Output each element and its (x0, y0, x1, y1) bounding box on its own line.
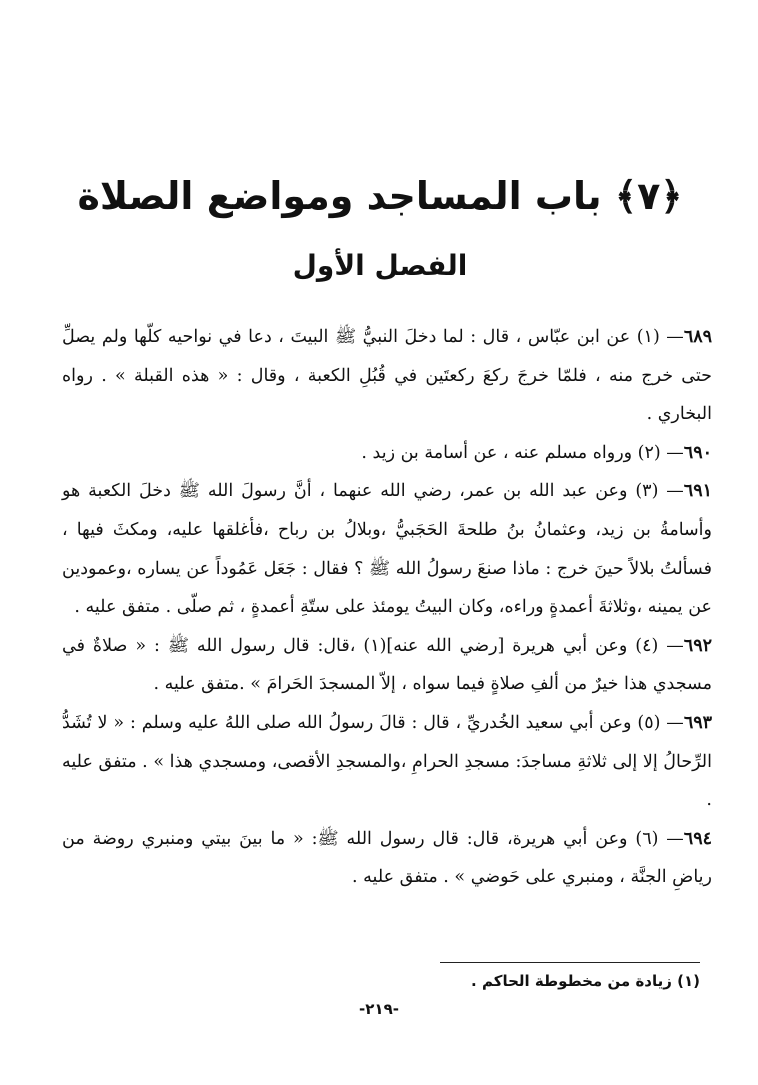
hadith-number: ٦٨٩ (683, 327, 713, 347)
chapter-title: ﴿٧﴾ باب المساجد ومواضع الصلاة (77, 174, 683, 218)
hadith-number: ٦٩٢ (683, 635, 712, 656)
hadith-text: — (١) عن ابن عبّاس ، قال : لما دخلَ النبيُّ ﷺ البيتَ ، دعا في نواحيه كلّها ولم يصلِّ حتى خرج منه ، فلمّا خرجَ ركعَ ركعتَين في قُبُلِ الكعبة ، وقال : « هذه القبلة » . رواه البخاري . (62, 327, 712, 425)
hadith-693 (62, 704, 712, 820)
footnote-divider (440, 962, 700, 963)
hadith-list (62, 318, 712, 897)
hadith-number: ٦٩٣ (683, 712, 713, 733)
section-title: الفصل الأول (292, 249, 468, 282)
page-number: -٢١٩- (359, 1000, 399, 1018)
footnote: (١) زيادة من مخطوطة الحاكم . (471, 972, 700, 990)
hadith-number: ٦٩٠ (683, 442, 712, 463)
hadith-689 (62, 318, 712, 434)
hadith-text: — (٣) وعن عبد الله بن عمر، رضي الله عنهما ، أنَّ رسولَ الله ﷺ دخلَ الكعبة هو وأسامةُ بن زيد، وعثمانُ بنُ طلحةَ الحَجَبيُّ ،وبلالُ بن رباح ،فأغلقها عليه، ومكثَ فيها ، فسألتُ بلالاً حينَ خرج : ماذا صنعَ رسولُ الله ﷺ ؟ فقال : جَعَل عَمُوداً عن يساره ،وعمودين عن يمينه ،وثلاثةَ أعمدةٍ وراءه، وكان البيتُ يومئذ على ستّةِ أعمدةٍ ، ثم صلّى . متفق عليه . (62, 481, 712, 618)
hadith-number: ٦٩١ (683, 481, 712, 502)
hadith-text: — (٦) وعن أبي هريرة، قال: قال رسول الله ﷺ: « ما بينَ بيتي ومنبري روضة من رياضِ الجنَّة ، ومنبري على حَوضي » . متفق عليه . (62, 828, 712, 888)
hadith-text: — (٢) ورواه مسلم عنه ، عن أسامة بن زيد . (361, 442, 684, 463)
hadith-text: — (٤) وعن أبي هريرة [رضي الله عنه](١) ،قال: قال رسول الله ﷺ : « صلاةٌ في مسجدي هذا خيرٌ من ألفِ صلاةٍ فيما سواه ، إلاّ المسجدَ الحَرامَ » .متفق عليه . (62, 635, 712, 695)
hadith-text: — (٥) وعن أبي سعيد الخُدريِّ ، قال : قالَ رسولُ الله صلى اللهُ عليه وسلم : « لا تُشَدُّ الرِّحالُ إلا إلى ثلاثةِ مساجدَ: مسجدِ الحرامِ ،والمسجدِ الأقصى، ومسجدي هذا » . متفق عليه . (62, 712, 712, 811)
hadith-694 (62, 820, 712, 897)
hadith-691 (62, 472, 712, 626)
hadith-692 (62, 627, 712, 704)
hadith-690 (62, 434, 712, 473)
hadith-number: ٦٩٤ (683, 828, 712, 849)
